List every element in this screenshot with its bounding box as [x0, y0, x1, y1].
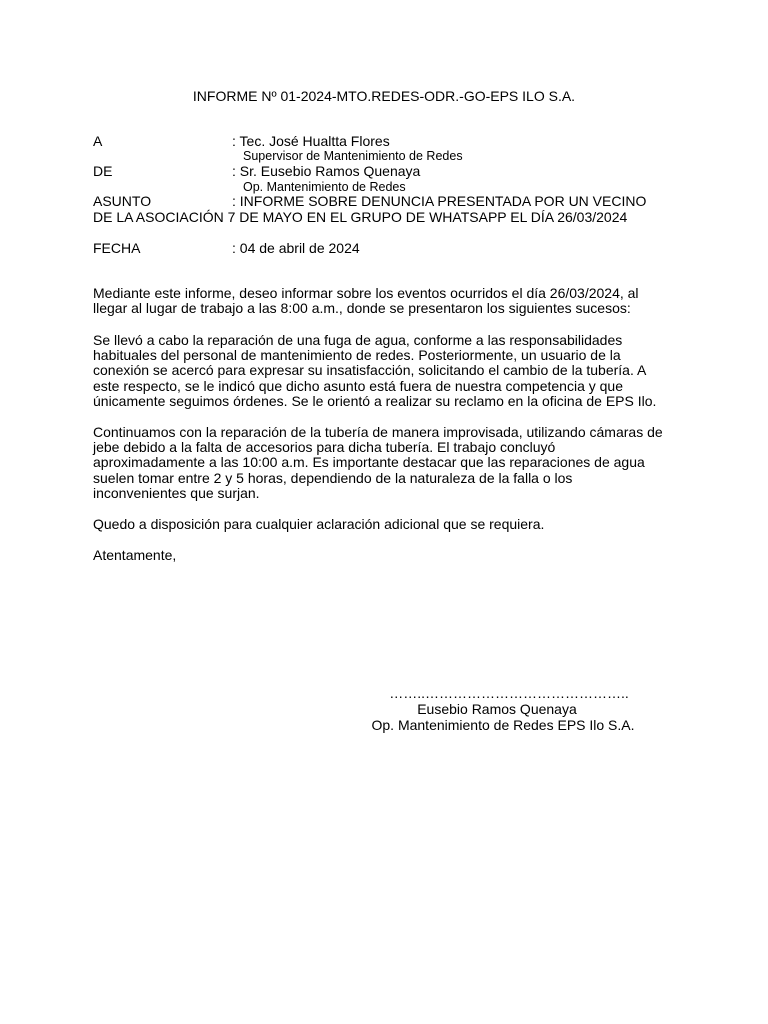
paragraph-line: jebe debido a la falta de accesorios para dicha tubería. El trabajo concluyó [93, 439, 556, 456]
paragraph-salutation [93, 548, 683, 563]
paragraph-line: aproximadamente a las 10:00 a.m. Es importante destacar que las reparaciones de agua [93, 454, 645, 471]
paragraph-line: este respecto, se le indicó que dicho asunto está fuera de nuestra competencia y que [93, 377, 624, 394]
subject-label: ASUNTO [93, 193, 152, 209]
from-role: Op. Mantenimiento de Redes [243, 180, 406, 194]
paragraph-intro [93, 286, 683, 316]
paragraph-line: Mediante este informe, deseo informar sobre los eventos ocurridos el día 26/03/2024, al [93, 285, 639, 301]
document-title: INFORME Nº 01-2024-MTO.REDES-ODR.-GO-EPS ILO S.A. [192, 88, 576, 104]
paragraph-line: conexión se acercó para expresar su insatisfacción, solicitando el cambio de la tubería. A [93, 362, 647, 379]
paragraph-events [93, 333, 683, 409]
salutation: Atentamente, [93, 547, 177, 563]
from-value: : Sr. Eusebio Ramos Quenaya [232, 163, 421, 179]
paragraph-line: habituales del personal de mantenimiento de redes. Posteriormente, un usuario de la [93, 347, 621, 364]
date-label: FECHA [93, 240, 141, 256]
date-value: : 04 de abril de 2024 [232, 240, 360, 256]
to-label: A [93, 133, 103, 149]
signature-role: Op. Mantenimiento de Redes EPS Ilo S.A. [371, 717, 635, 733]
paragraph-closing [93, 517, 683, 532]
to-role: Supervisor de Mantenimiento de Redes [243, 149, 463, 163]
paragraph-line: inconvenientes que surjan. [93, 484, 260, 501]
from-label: DE [93, 163, 113, 179]
paragraph-line: llegar al lugar de trabajo a las 8:00 a.m., donde se presentaron los siguientes sucesos: [93, 300, 631, 317]
subject-value: : INFORME SOBRE DENUNCIA PRESENTADA POR UN VECINO [232, 193, 647, 209]
paragraph-line: Continuamos con la reparación de la tubería de manera improvisada, utilizando cámaras de [93, 424, 663, 440]
to-value: : Tec. José Hualtta Flores [232, 133, 390, 149]
paragraph-line: únicamente seguimos órdenes. Se le orientó a realizar su reclamo en la oficina de EPS Ilo. [93, 392, 657, 409]
paragraph-line: Quedo a disposición para cualquier aclaración adicional que se requiera. [93, 516, 545, 532]
subject-continuation: DE LA ASOCIACIÓN 7 DE MAYO EN EL GRUPO DE WHATSAPP EL DÍA 26/03/2024 [93, 209, 628, 225]
paragraph-repair [93, 425, 683, 501]
paragraph-line: suelen tomar entre 2 y 5 horas, dependiendo de la naturaleza de la falla o los [93, 469, 573, 486]
signature-name: Eusebio Ramos Quenaya [417, 701, 577, 717]
paragraph-line: Se llevó a cabo la reparación de una fuga de agua, conforme a las responsabilidades [93, 332, 623, 348]
signature-line: ……..…………………………………….. [389, 685, 629, 701]
